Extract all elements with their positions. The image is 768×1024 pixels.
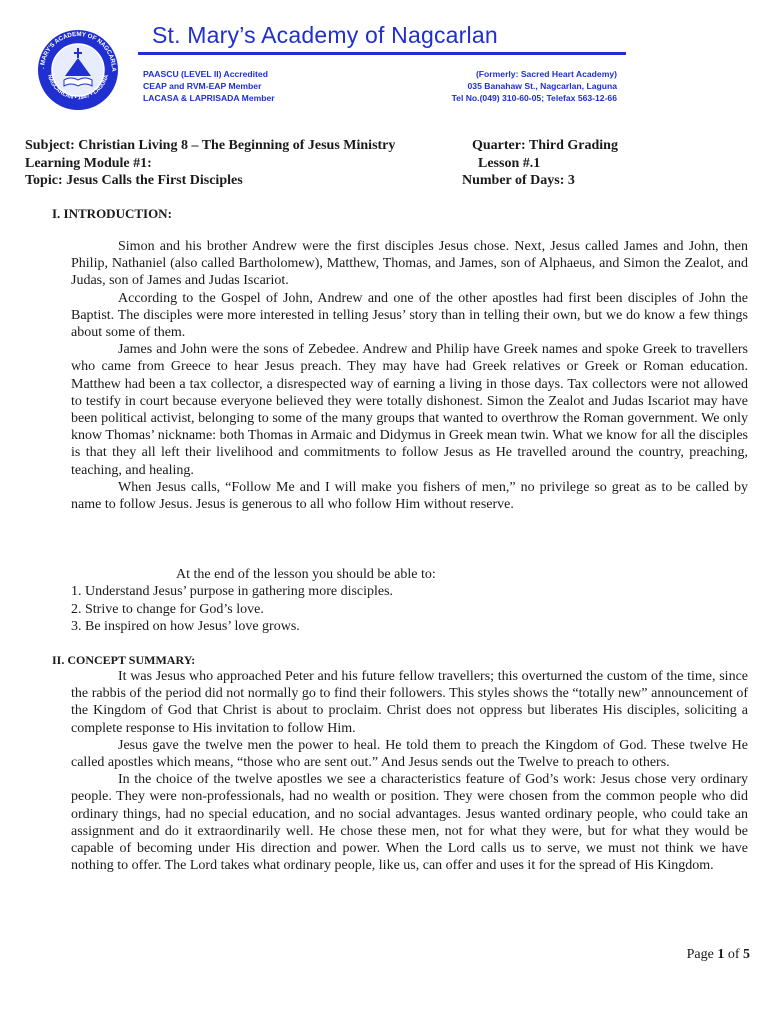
concept-paragraph: In the choice of the twelve apostles we see a characteristics feature of God’s work: Jesus chose very ordinary people. They were non-professionals, had no wealth or position. They were chosen from the common people who did ordinary things, had no special education, and no social advantages. Jesus wanted ordinary people, who could take an assignment and do it extraordinarily well. He chose these men, not for what they were, but for what they would be capable of becoming under His direction and power. When the Lord calls us to serve, we must not think we have nothing to offer. The Lord takes what ordinary people, like us, can offer and uses it for the spread of His Kingdom. xyxy=(71,772,748,874)
module-meta xyxy=(25,137,745,190)
page-of: of xyxy=(727,947,740,962)
introduction-body xyxy=(71,238,748,513)
introduction-paragraph: Simon and his brother Andrew were the first disciples Jesus chose. Next, Jesus called James and John, then Philip, Nathaniel (also called Bartholomew), Matthew, Thomas, and James, son of Alphaeus, and Simon the Zealot, and Judas, son of James and Judas Iscariot. xyxy=(71,239,748,289)
address-line: 035 Banahaw St., Nagcarlan, Laguna xyxy=(467,81,617,91)
objective-item: 3. Be inspired on how Jesus’ love grows. xyxy=(71,619,300,635)
seal-ring-text: . MARY'S ACADEMY OF NAGCARLA xyxy=(39,30,118,72)
introduction-paragraph: According to the Gospel of John, Andrew and one of the other apostles had first been disciples of John the Baptist. The disciples were more interested in telling Jesus’ story than in telling their own, but we do know a few things about some of them. xyxy=(71,290,748,341)
page-total: 5 xyxy=(743,947,750,962)
concept-summary-body xyxy=(71,668,748,874)
concept-summary-heading: II. CONCEPT SUMMARY: xyxy=(52,653,196,667)
header-rule xyxy=(138,52,626,55)
objective-item: 1. Understand Jesus’ purpose in gathering more disciples. xyxy=(71,584,394,600)
page-number xyxy=(687,947,750,963)
introduction-heading: I. INTRODUCTION: xyxy=(52,206,172,221)
concept-paragraph: It was Jesus who approached Peter and his future fellow travellers; this overturned the custom of the time, since the rabbis of the period did not normally go to find their followers. This styles shows the “totally new” announcement of the Kingdom of God that Christ is about to proclaim. Christ does not oppress but liberates His disciples, soliciting a complete response to His invitation to follow Him. xyxy=(71,669,748,736)
concept-paragraph: Jesus gave the twelve men the power to heal. He told them to preach the Kingdom of God. These twelve He called apostles which means, “those who are sent out.” And Jesus sends out the Twelve to preach to others. xyxy=(71,737,748,771)
address-line: Tel No.(049) 310-60-05; Telefax 563-12-66 xyxy=(451,93,617,103)
accreditation-line: PAASCU (LEVEL II) Accredited xyxy=(143,69,268,79)
school-name: St. Mary’s Academy of Nagcarlan xyxy=(152,22,498,48)
learning-objectives xyxy=(71,566,436,636)
introduction-paragraph: James and John were the sons of Zebedee. Andrew and Philip have Greek names and spoke Greek to travellers who came from Greece to hear Jesus preach. They may have had Greek relatives or Greek or Roman education. Matthew had been a tax collector, a disrespected way of earning a living in those days. Tax collectors were not allowed to testify in court because everyone believed they were totally dishonest. Simon the Zealot and Judas Iscariot may have been political activist, belonging to some of the many groups that wanted to overthrow the Roman government. We only know Thomas’ nickname: both Thomas in Armaic and Didymus in Greek mean twin. What we know for all the disciples is that they all left their livelihood and commitments to follow Jesus as He travelled around the country, preaching, teaching, and healing. xyxy=(71,342,748,478)
module-line: Learning Module #1: xyxy=(25,155,152,171)
page-prefix: Page xyxy=(686,947,714,962)
header-accreditation xyxy=(143,68,275,104)
accreditation-line: LACASA & LAPRISADA Member xyxy=(143,93,275,103)
address-line: (Formerly: Sacred Heart Academy) xyxy=(475,69,617,79)
topic-line: Topic: Jesus Calls the First Disciples xyxy=(25,173,243,188)
header-address xyxy=(452,68,617,104)
days-line: Number of Days: 3 xyxy=(462,173,575,188)
accreditation-line: CEAP and RVM-EAP Member xyxy=(143,81,262,91)
introduction-paragraph: When Jesus calls, “Follow Me and I will make you fishers of men,” no privilege so great as to be called by name to follow Jesus. Jesus is generous to all who follow Him without reserve. xyxy=(71,479,748,513)
school-seal-logo xyxy=(29,28,127,112)
quarter-line: Quarter: Third Grading xyxy=(472,138,618,153)
subject-line: Subject: Christian Living 8 – The Beginning of Jesus Ministry xyxy=(25,138,396,153)
objective-item: 2. Strive to change for God’s love. xyxy=(71,601,264,617)
seal-bottom-text: NAGCARLAN • 1947 • LAGUNA xyxy=(45,74,111,102)
objectives-lead: At the end of the lesson you should be able to: xyxy=(176,567,436,582)
lesson-line: Lesson #.1 xyxy=(478,155,541,171)
page-current: 1 xyxy=(717,947,725,962)
